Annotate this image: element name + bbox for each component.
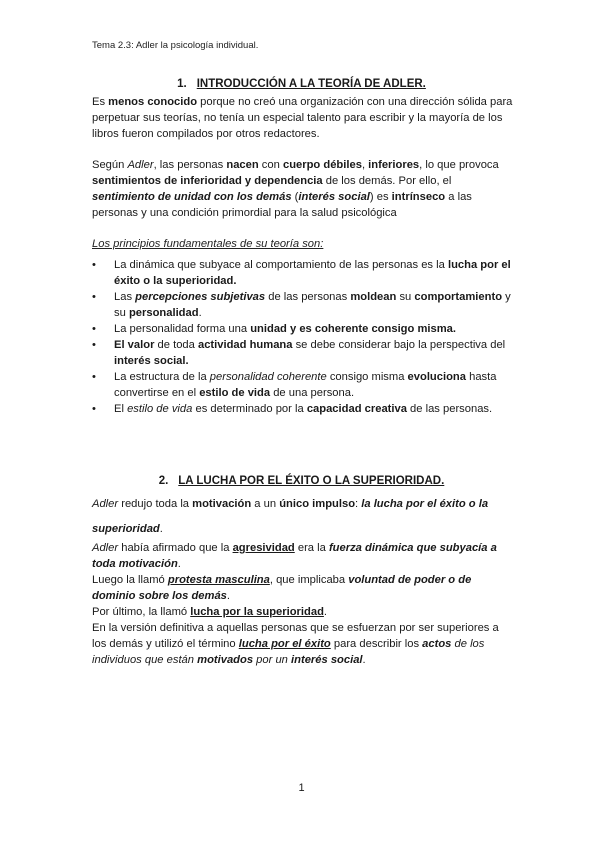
text-run-bold-italic: fuerza dinámica que subyacía a toda motivación [92, 542, 497, 570]
text-run-bold-italic: sentimiento de unidad con los demás [92, 191, 292, 203]
text-run: , lo que provoca [419, 159, 499, 171]
text-run-bold: moldean [350, 291, 397, 303]
text-run: redujo toda la [118, 498, 193, 510]
text-run: con [258, 159, 283, 171]
text-run-bold-italic-underline: lucha por el éxito [238, 638, 331, 650]
text-run: de las personas [265, 291, 351, 303]
principles-list [92, 257, 516, 417]
text-run-bold: lucha por el éxito o la superioridad. [114, 259, 511, 287]
text-run: su [396, 291, 415, 303]
section-2-heading [0, 475, 603, 487]
bullet-icon: • [92, 371, 96, 383]
text-run: . [198, 307, 202, 319]
text-run-bold: nacen [226, 159, 259, 171]
list-item [92, 337, 516, 369]
section-1-title: INTRODUCCIÓN A LA TEORÍA DE ADLER. [196, 78, 426, 90]
text-run: para describir los [330, 638, 423, 650]
text-run: se debe considerar bajo la perspectiva del [292, 339, 506, 351]
text-run: , [361, 159, 369, 171]
text-run: consigo misma [326, 371, 408, 383]
text-run: a las personas y una condición primordial para la salud psicológica [92, 191, 472, 219]
text-run: ) es [369, 191, 392, 203]
text-run-bold-italic: actos [422, 638, 452, 650]
text-run-bold-italic: voluntad de poder o de dominio sobre los demás [92, 574, 472, 602]
section-2-paragraph-2 [92, 540, 514, 572]
page-number: 1 [298, 782, 305, 794]
text-run-bold: comportamiento [414, 291, 503, 303]
text-run: . [323, 606, 328, 618]
text-run-bold: actividad humana [197, 339, 293, 351]
section-1-heading [0, 78, 603, 90]
section-2-paragraph-1 [92, 492, 514, 542]
list-item [92, 321, 516, 337]
text-run: La dinámica que subyace al comportamiento de las personas es la [114, 259, 448, 271]
text-run: La personalidad forma una [114, 323, 251, 335]
section-2-paragraph-4 [92, 604, 514, 620]
text-run: Es [92, 96, 109, 108]
text-run: y su [114, 291, 511, 319]
text-run-bold: motivación [192, 498, 252, 510]
text-run-bold: inferiores [368, 159, 420, 171]
text-run: Según [92, 159, 128, 171]
text-run: Por último, la llamó [92, 606, 191, 618]
text-run-bold: cuerpo débiles [282, 159, 362, 171]
text-run: La estructura de la [114, 371, 210, 383]
text-run-bold: estilo de vida [199, 387, 271, 399]
text-run-italic: estilo de vida [127, 403, 193, 415]
section-2-paragraph-3 [92, 572, 514, 604]
bullet-icon: • [92, 403, 96, 415]
text-run-italic: personalidad coherente [209, 371, 327, 383]
bullet-icon: • [92, 291, 96, 303]
text-run-bold-italic: superioridad [92, 523, 160, 535]
text-run-bold-italic: motivados [197, 654, 254, 666]
text-run: había afirmado que la [118, 542, 233, 554]
section-2-number: 2. [158, 475, 169, 487]
list-item [92, 289, 516, 321]
text-run-bold-italic-underline: protesta masculina [167, 574, 270, 586]
bullet-icon: • [92, 339, 96, 351]
text-run-bold-italic: interés social [298, 191, 370, 203]
section-1-number: 1. [177, 78, 187, 90]
text-run: ( [291, 191, 299, 203]
section-1-paragraph-2 [92, 157, 514, 221]
text-run-italic: de los individuos que están [92, 638, 485, 666]
list-item [92, 257, 516, 289]
text-run-bold-italic: percepciones subjetivas [135, 291, 266, 303]
page-header: Tema 2.3: Adler la psicología individual. [92, 40, 259, 51]
text-run: de una persona. [270, 387, 355, 399]
section-1-paragraph-1 [92, 94, 514, 142]
text-run-bold: El valor [114, 339, 155, 351]
text-run-bold: personalidad [128, 307, 199, 319]
text-run: . [226, 590, 231, 602]
text-run: . [362, 654, 366, 666]
text-run-bold-italic: interés social [291, 654, 363, 666]
text-run: es determinado por la [192, 403, 307, 415]
text-run: de los demás. Por ello, el [322, 175, 452, 187]
text-run-italic: Adler [127, 159, 154, 171]
text-run-italic: Adler [92, 542, 119, 554]
text-run: de las personas. [406, 403, 493, 415]
text-run: : [355, 498, 362, 510]
text-run: El [114, 403, 128, 415]
text-run-bold-underline: agresividad [232, 542, 295, 554]
text-run: de toda [154, 339, 198, 351]
text-run: , que implicaba [269, 574, 349, 586]
list-item [92, 401, 516, 417]
bullet-icon: • [92, 323, 96, 335]
text-run: . [159, 523, 163, 535]
text-run: era la [294, 542, 329, 554]
text-run-bold: intrínseco [391, 191, 446, 203]
text-run: En la versión definitiva a aquellas personas que se esfuerzan por ser superiores a los demás y utilizó el término [92, 622, 499, 650]
text-run: . [177, 558, 181, 570]
text-run: porque no creó una organización con una dirección sólida para perpetuar sus teorías, no tenía un especial talento para escribir y la mayoría de los libros fueron compilados por otros redactores. [92, 96, 513, 140]
text-run-bold: unidad y es coherente consigo misma. [250, 323, 457, 335]
text-run: hasta convertirse en el [114, 371, 497, 399]
principles-lead: Los principios fundamentales de su teoría son: [92, 238, 324, 250]
section-2-title: LA LUCHA POR EL ÉXITO O LA SUPERIORIDAD. [178, 475, 445, 487]
text-run: Las [114, 291, 136, 303]
section-2-paragraph-5 [92, 620, 514, 668]
text-run-bold: sentimientos de inferioridad y dependencia [92, 175, 323, 187]
list-item [92, 369, 516, 401]
text-run-bold: menos conocido [108, 96, 198, 108]
bullet-icon: • [92, 259, 96, 271]
text-run-italic: Adler [92, 498, 119, 510]
text-run-bold: único impulso [279, 498, 356, 510]
text-run-bold: capacidad creativa [306, 403, 407, 415]
text-run: , las personas [153, 159, 227, 171]
text-run-bold: interés social. [114, 355, 189, 367]
text-run-bold-underline: lucha por la superioridad [190, 606, 324, 618]
text-run-bold-italic: la lucha por el éxito o la [361, 498, 489, 510]
text-run-bold: evoluciona [407, 371, 466, 383]
text-run: Luego la llamó [92, 574, 168, 586]
text-run: a un [251, 498, 280, 510]
text-run-italic: por un [253, 654, 292, 666]
